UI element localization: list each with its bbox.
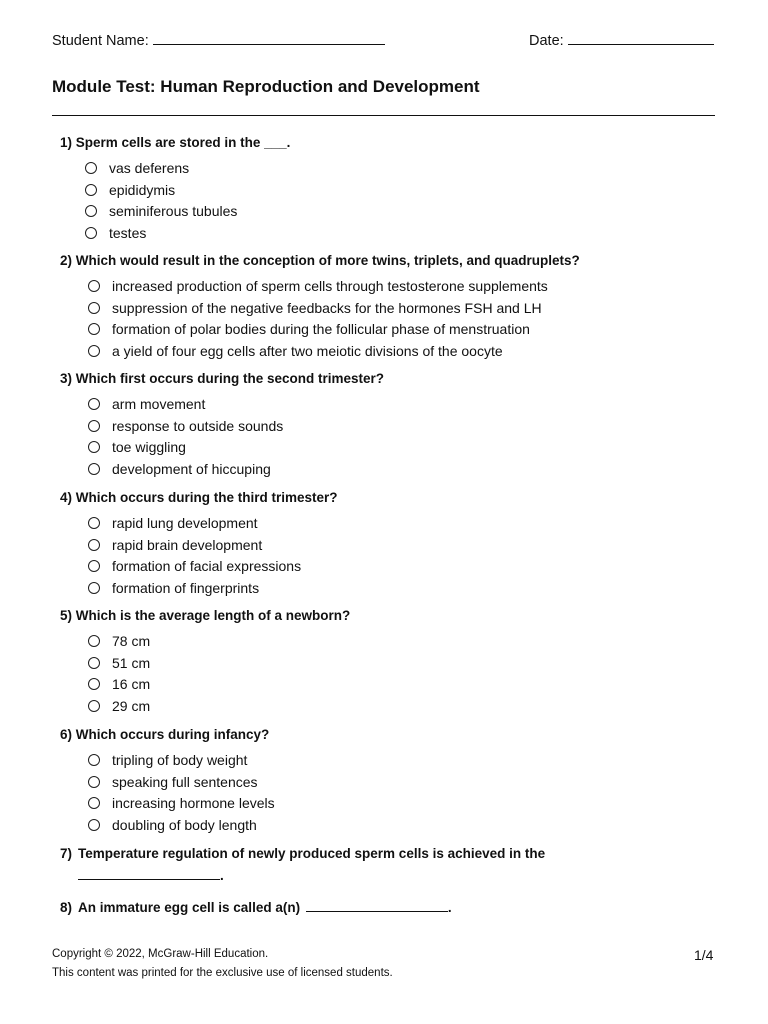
option-label: epididymis (109, 181, 176, 198)
radio-button[interactable] (88, 776, 100, 788)
answer-option[interactable] (88, 771, 275, 793)
option-label: formation of facial expressions (112, 558, 302, 575)
option-label: rapid lung development (112, 514, 258, 531)
student-name-label: Student Name: (52, 33, 149, 49)
question-1 (60, 135, 290, 244)
answer-option[interactable] (88, 814, 275, 836)
answer-blank[interactable] (78, 866, 220, 880)
question-2 (60, 253, 580, 362)
question-text: 6) Which occurs during infancy? (60, 727, 270, 742)
radio-button[interactable] (88, 420, 100, 432)
option-label: 16 cm (112, 676, 151, 693)
answer-option[interactable] (88, 318, 580, 340)
answer-option[interactable] (85, 179, 290, 201)
question-text: 5) Which is the average length of a newborn? (60, 608, 351, 623)
answer-option[interactable] (88, 673, 350, 695)
option-label: testes (109, 224, 147, 241)
answer-option[interactable] (88, 695, 350, 717)
option-label: a yield of four egg cells after two meiotic divisions of the oocyte (112, 342, 503, 359)
date-field[interactable] (529, 31, 714, 49)
license-text: This content was printed for the exclusive use of licensed students. (52, 967, 393, 979)
radio-button[interactable] (88, 560, 100, 572)
page-number: 1/4 (694, 947, 714, 963)
radio-button[interactable] (88, 345, 100, 357)
answer-option[interactable] (88, 436, 384, 458)
answer-option[interactable] (88, 749, 275, 771)
question-5 (60, 608, 350, 717)
option-label: formation of polar bodies during the follicular phase of menstruation (112, 321, 530, 338)
answer-option[interactable] (85, 157, 290, 179)
option-label: seminiferous tubules (109, 203, 238, 220)
radio-button[interactable] (88, 302, 100, 314)
question-number: 7) (60, 846, 73, 861)
option-label: rapid brain development (112, 536, 263, 553)
answer-option[interactable] (88, 630, 350, 652)
option-label: formation of fingerprints (112, 579, 260, 596)
radio-button[interactable] (88, 582, 100, 594)
answer-option[interactable] (88, 297, 580, 319)
suffix: . (447, 900, 452, 915)
option-label: vas deferens (109, 159, 190, 176)
question-text: 4) Which occurs during the third trimester? (60, 490, 338, 505)
option-label: increasing hormone levels (112, 795, 275, 812)
radio-button[interactable] (88, 797, 100, 809)
answer-option[interactable] (88, 534, 338, 556)
option-label: 29 cm (112, 697, 151, 714)
answer-option[interactable] (88, 792, 275, 814)
date-blank[interactable] (568, 31, 714, 45)
question-4 (60, 490, 338, 599)
option-label: arm movement (112, 395, 206, 412)
question-text: 1) Sperm cells are stored in the ___. (60, 135, 291, 150)
page-title: Module Test: Human Reproduction and Development (52, 77, 480, 96)
option-label: tripling of body weight (112, 751, 248, 768)
option-label: suppression of the negative feedbacks for the hormones FSH and LH (112, 299, 542, 316)
radio-button[interactable] (88, 700, 100, 712)
question-text: Temperature regulation of newly produced sperm cells is achieved in the (78, 846, 546, 861)
copyright-text: Copyright © 2022, McGraw-Hill Education. (52, 948, 269, 960)
option-label: 51 cm (112, 654, 151, 671)
radio-button[interactable] (88, 323, 100, 335)
question-text: 2) Which would result in the conception of more twins, triplets, and quadruplets? (60, 253, 580, 268)
answer-option[interactable] (88, 275, 580, 297)
radio-button[interactable] (88, 754, 100, 766)
answer-option[interactable] (85, 200, 290, 222)
question-6 (60, 727, 275, 836)
option-label: speaking full sentences (112, 773, 258, 790)
answer-option[interactable] (88, 652, 350, 674)
option-label: response to outside sounds (112, 417, 284, 434)
answer-option[interactable] (88, 415, 384, 437)
option-label: development of hiccuping (112, 460, 271, 477)
answer-option[interactable] (88, 577, 338, 599)
date-label: Date: (529, 33, 564, 49)
answer-blank[interactable] (306, 898, 448, 912)
question-8 (60, 897, 452, 919)
suffix: . (220, 868, 224, 883)
radio-button[interactable] (85, 205, 97, 217)
question-text: 3) Which first occurs during the second trimester? (60, 371, 385, 386)
answer-option[interactable] (88, 340, 580, 362)
question-7 (60, 843, 545, 887)
radio-button[interactable] (88, 398, 100, 410)
question-3 (60, 371, 384, 480)
radio-button[interactable] (88, 819, 100, 831)
radio-button[interactable] (85, 184, 97, 196)
radio-button[interactable] (88, 539, 100, 551)
radio-button[interactable] (88, 280, 100, 292)
question-text: An immature egg cell is called a(n) (78, 900, 301, 915)
radio-button[interactable] (85, 227, 97, 239)
radio-button[interactable] (88, 678, 100, 690)
answer-option[interactable] (88, 393, 384, 415)
question-number: 8) (60, 900, 73, 915)
radio-button[interactable] (88, 657, 100, 669)
answer-option[interactable] (88, 458, 384, 480)
option-label: increased production of sperm cells through testosterone supplements (112, 277, 548, 294)
title-divider (52, 115, 715, 116)
radio-button[interactable] (85, 162, 97, 174)
radio-button[interactable] (88, 463, 100, 475)
student-name-blank[interactable] (153, 31, 385, 45)
option-label: toe wiggling (112, 439, 186, 456)
answer-option[interactable] (88, 512, 338, 534)
option-label: doubling of body length (112, 816, 257, 833)
answer-option[interactable] (88, 555, 338, 577)
radio-button[interactable] (88, 441, 100, 453)
option-label: 78 cm (112, 632, 151, 649)
answer-option[interactable] (85, 222, 290, 244)
radio-button[interactable] (88, 635, 100, 647)
student-name-field[interactable] (52, 31, 385, 49)
radio-button[interactable] (88, 517, 100, 529)
